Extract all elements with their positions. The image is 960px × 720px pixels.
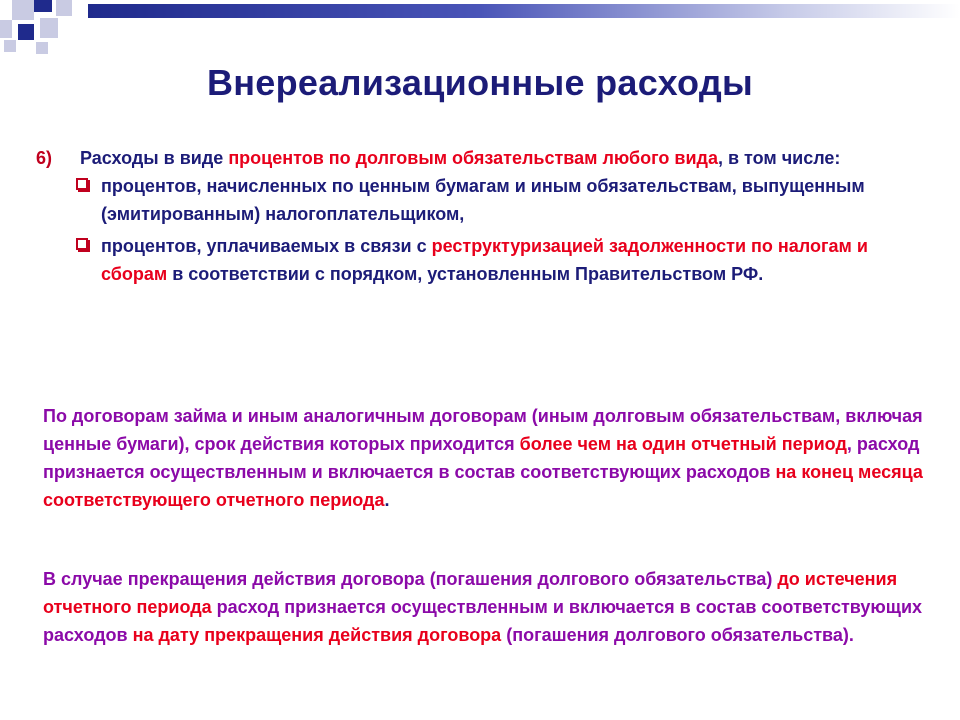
item-6-text — [80, 146, 840, 170]
text-run: в соответствии с порядком, установленным Правительством РФ. — [167, 264, 764, 284]
list-item — [76, 232, 936, 288]
slide-content — [36, 146, 936, 292]
paragraph-loan-agreements — [43, 402, 943, 514]
header-accent-bar — [88, 4, 960, 18]
text-run: на конец месяца соответствующего отчетного периода — [43, 462, 923, 510]
corner-decoration — [0, 0, 90, 56]
list-item — [76, 172, 936, 228]
text-run: процентов по долговым обязательствам любого вида — [228, 148, 718, 168]
text-run: процентов, уплачиваемых в связи с — [101, 236, 432, 256]
text-run: расход признается осуществленным и включается в состав соответствующих расходов — [43, 597, 923, 645]
sub-bullet-list — [76, 172, 936, 288]
paragraph-contract-termination — [43, 565, 943, 649]
text-run: В случае прекращения действия договора (погашения долгового обязательства) — [43, 569, 778, 589]
text-run: Расходы в виде — [80, 148, 229, 168]
text-run: (погашения долгового обязательства). — [501, 625, 854, 645]
text-run: По договорам займа и иным аналогичным договорам (иным долговым обязательствам, включая ценные бумаги), срок действия которых приходится — [43, 406, 923, 454]
item-number: 6) — [36, 148, 53, 168]
checkbox-bullet-icon — [76, 238, 88, 250]
text-run: , в том числе: — [717, 148, 841, 168]
bullet-text — [101, 172, 881, 228]
slide-title: Внереализационные расходы — [206, 62, 754, 103]
text-run: до истечения отчетного периода — [43, 569, 898, 617]
text-run: более чем на один отчетный период — [519, 434, 847, 454]
list-item-6 — [36, 146, 936, 170]
text-run: на дату прекращения действия договора — [132, 625, 502, 645]
bullet-text — [101, 232, 881, 288]
text-run: процентов, начисленных по ценным бумагам и иным обязательствам, выпущенным (эмитированным) налогоплательщиком, — [101, 176, 865, 224]
text-run: . — [384, 490, 390, 510]
text-run: реструктуризацией задолженности по налогам и сборам — [101, 236, 868, 284]
text-run: , расход признается осуществленным и включается в состав соответствующих расходов — [43, 434, 920, 482]
checkbox-bullet-icon — [76, 178, 88, 190]
